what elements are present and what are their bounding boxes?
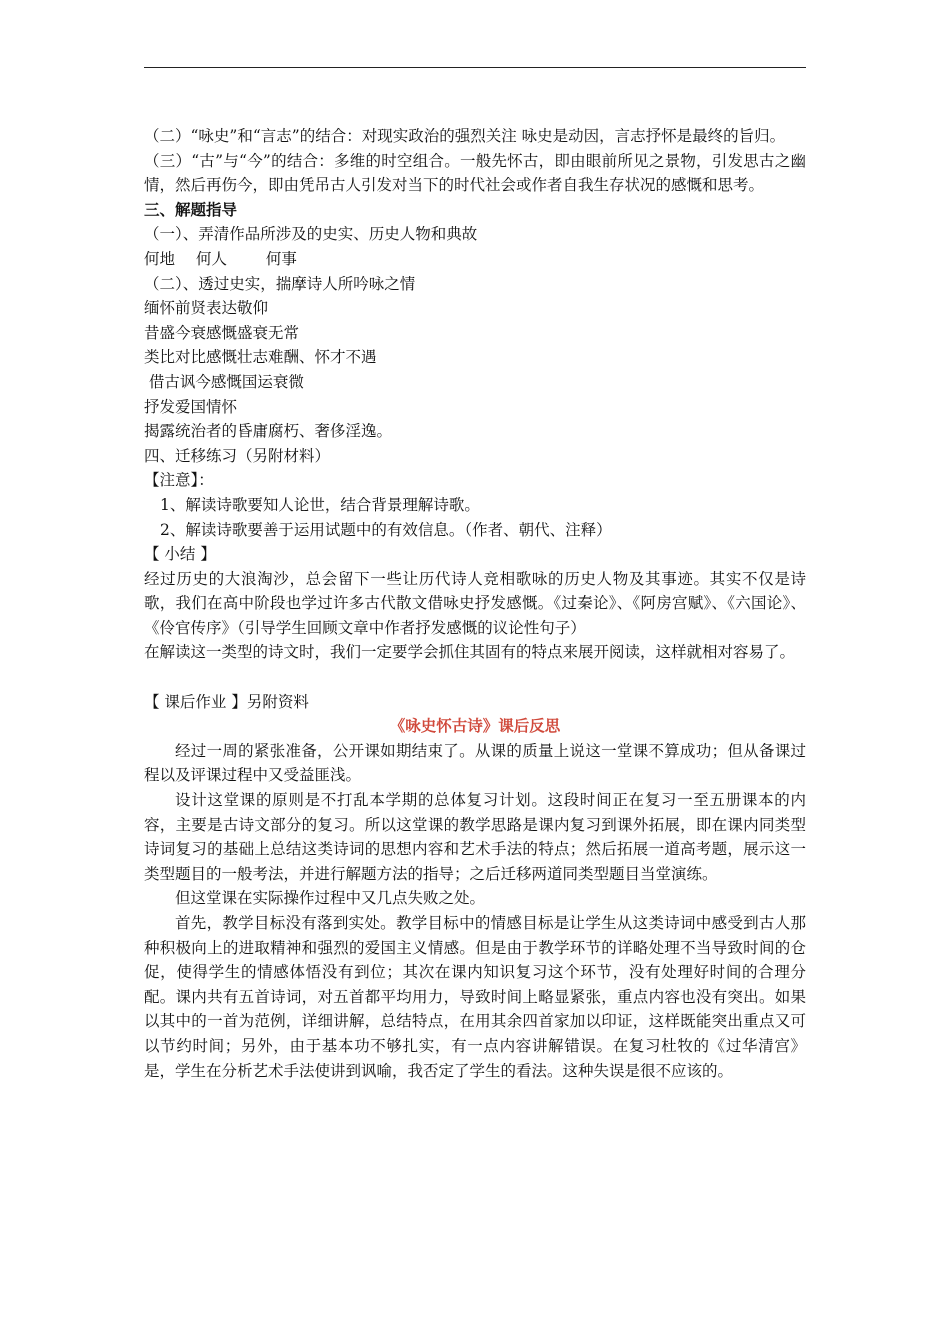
section-heading-4: 四、迁移练习（另附材料） (144, 446, 331, 465)
reflection-title: 《咏史怀古诗》课后反思 (389, 716, 561, 736)
where-label: 何地 (144, 249, 176, 268)
list-item: 抒发爱国情怀 (144, 397, 238, 416)
reflection-para-1: 经过一周的紧张准备，公开课如期结束了。从课的质量上说这一堂课不算成功；但从备课过程以及评课过程中又受益匪浅。 (144, 741, 806, 785)
subsection-1: （一）、弄清作品所涉及的史实、历史人物和典故 (144, 225, 478, 244)
document-body (144, 124, 806, 1083)
summary-para-1: 经过历史的大浪淘沙，总会留下一些让历代诗人竞相歌咏的历史人物及其事迹。其实不仅是诗歌，我们在高中阶段也学过许多古代散文借咏史抒发感慨。《过秦论》、《阿房宫赋》、《六国论》、《伶官传序》（引导学生回顾文章中作者抒发感慨的议论性句子） (144, 569, 806, 637)
reflection-para-3: 但这堂课在实际操作过程中又几点失败之处。 (175, 889, 486, 908)
section-heading-3: 三、解题指导 (144, 199, 238, 219)
list-item: 缅怀前贤表达敬仰 (144, 299, 269, 318)
list-item: 昔盛今衰感慨盛衰无常 (144, 323, 300, 342)
para-yongshi-yanzhi: （二）“咏史”和“言志”的结合：对现实政治的强烈关注 咏史是动因，言志抒怀是最终的旨归。 (144, 127, 786, 145)
homework-line: 【 课后作业 】另附资料 (144, 692, 309, 711)
reflection-para-2: 设计这堂课的原则是不打乱本学期的总体复习计划。这段时间正在复习一至五册课本的内容，主要是古诗文部分的复习。所以这堂课的教学思路是课内复习到课外拓展，即在课内同类型诗词复习的基础上总结这类诗词的思想内容和艺术手法的特点；然后拓展一道高考题，展示这一类型题目的一般考法，并进行解题方法的指导；之后迁移两道同类型题目当堂演练。 (144, 791, 806, 883)
summary-heading: 【 小结 】 (144, 545, 216, 564)
where-who-what-line (144, 247, 806, 272)
note-item-2: 2、解读诗歌要善于运用试题中的有效信息。（作者、朝代、注释） (160, 520, 612, 539)
header-rule (144, 67, 806, 68)
list-item: 类比对比感慨壮志难酬、怀才不遇 (144, 348, 377, 367)
para-gu-jin: （三）“古”与“今”的结合：多维的时空组合。一般先怀古，即由眼前所见之景物，引发思古之幽情，然后再伤今，即由凭吊古人引发对当下的时代社会或作者自我生存状况的感慨和思考。 (144, 151, 806, 195)
summary-para-2: 在解读这一类型的诗文时，我们一定要学会抓住其固有的特点来展开阅读，这样就相对容易了。 (144, 643, 796, 662)
who-label: 何人 (195, 249, 227, 268)
subsection-2: （二）、透过史实，揣摩诗人所吟咏之情 (144, 274, 416, 293)
note-heading: 【注意】： (144, 471, 214, 490)
what-label: 何事 (265, 249, 297, 268)
reflection-para-4: 首先，教学目标没有落到实处。教学目标中的情感目标是让学生从这类诗词中感受到古人那种积极向上的进取精神和强烈的爱国主义情感。但是由于教学环节的详略处理不当导致时间的仓促，使得学生的情感体悟没有到位；其次在课内知识复习这个环节，没有处理好时间的合理分配。课内共有五首诗词，对五首都平均用力，导致时间上略显紧张，重点内容也没有突出。如果以其中的一首为范例，详细讲解，总结特点，在用其余四首家加以印证，这样既能突出重点又可以节约时间；另外，由于基本功不够扎实，有一点内容讲解错误。在复习杜牧的《过华清宫》是，学生在分析艺术手法使讲到讽喻，我否定了学生的看法。这种失误是很不应该的。 (144, 914, 806, 1080)
note-item-1: 1、解读诗歌要知人论世，结合背景理解诗歌。 (160, 495, 480, 514)
list-item: 揭露统治者的昏庸腐朽、奢侈淫逸。 (144, 422, 393, 441)
list-item: 借古讽今感慨国运衰微 (144, 372, 304, 391)
